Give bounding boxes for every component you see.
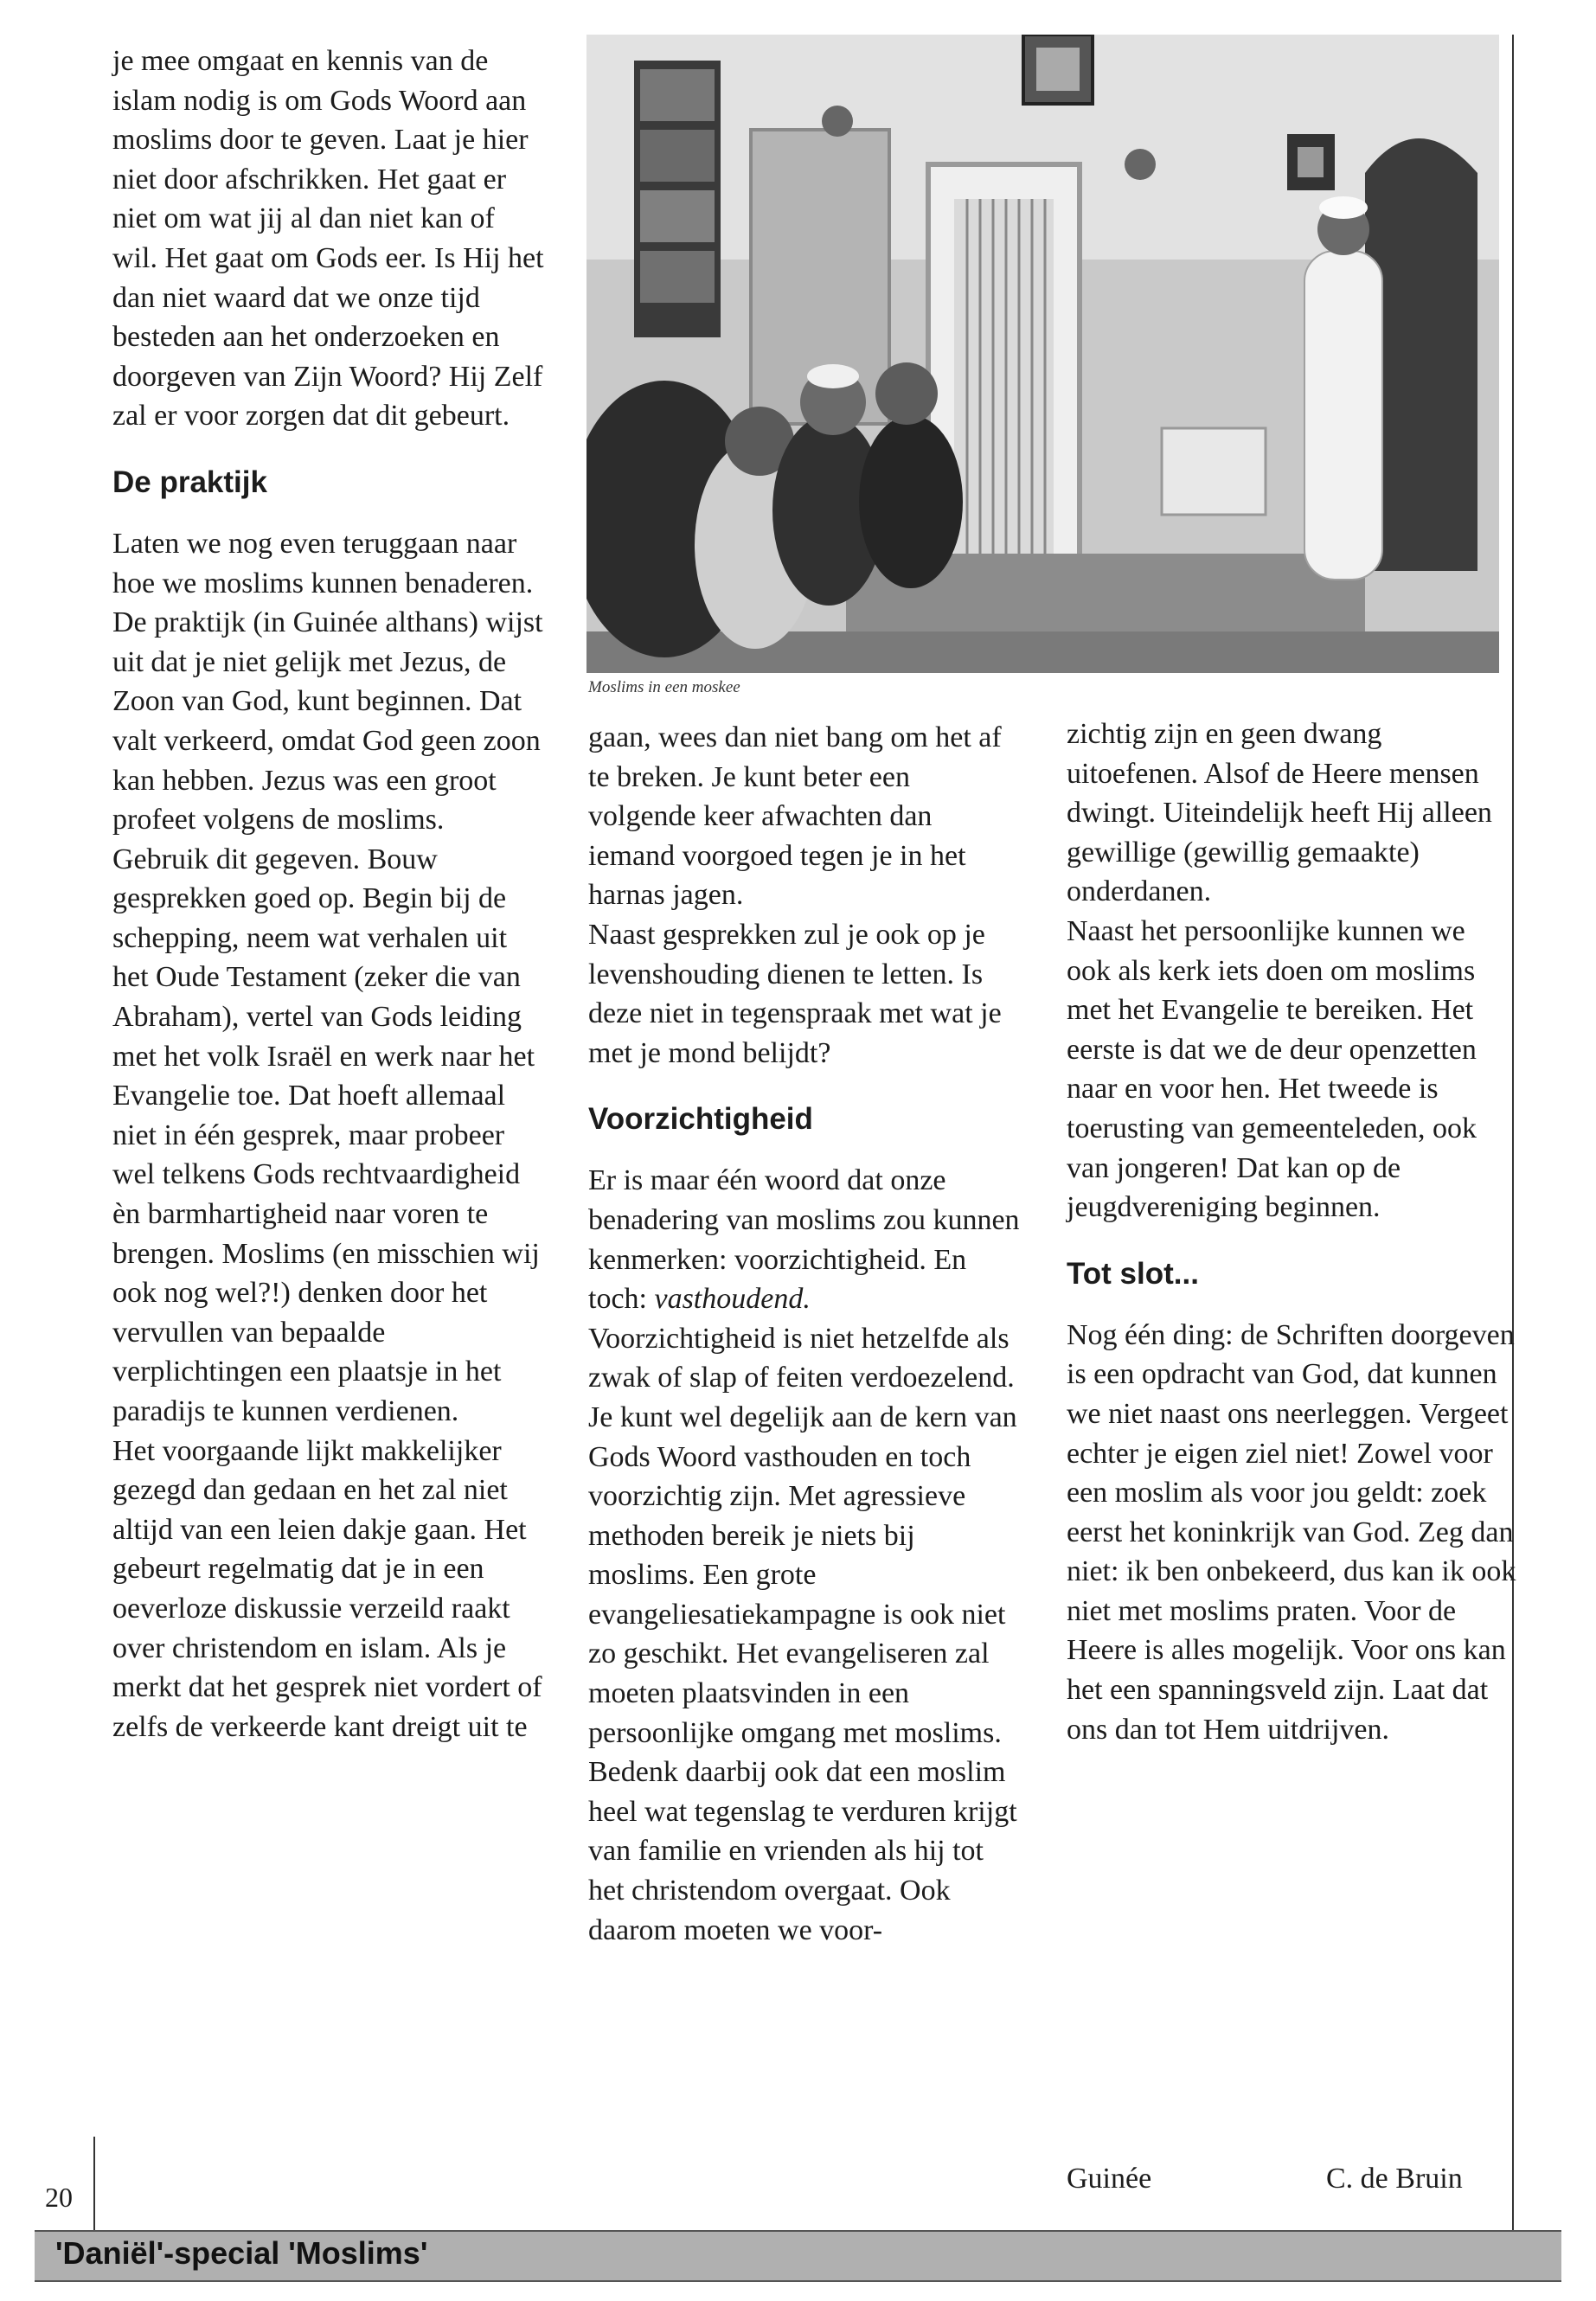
column-2-paragraph-1: gaan, wees dan niet bang om het af te breken. Je kunt beter een volgende keer afwachten dan iemand voorgoed tegen je in het harnas jagen. bbox=[588, 721, 1002, 912]
column-2-paragraph-3-italic: vasthoudend. bbox=[654, 1283, 811, 1316]
column-2-paragraph-3-text: Er is maar één woord dat onze benadering van moslims zou kunnen kenmerken: voorzichtigheid. En toch: bbox=[588, 1164, 1020, 1316]
mihrab-curtain bbox=[954, 199, 1054, 571]
speaker-right bbox=[1125, 149, 1156, 180]
column-1-paragraph-1: Laten we nog even teruggaan naar hoe we moslims kunnen benaderen. De praktijk (in Guinée althans) wijst uit dat je niet gelijk met Jezus, de Zoon van God, kunt beginnen. Dat valt verkeerd, omdat God geen zoon kan hebben. Jezus was een groot profeet volgens de moslims. Gebruik dit gegeven. Bouw gesprekken goed op. Begin bij de schepping, neem wat verhalen uit het Oude Testament (zeker die van Abraham), vertel van Gods leiding met het volk Israël en werk naar het Evangelie toe. Dat hoeft allemaal niet in één gesprek, maar probeer wel telkens Gods rechtvaardigheid èn barmhartigheid naar voren te brengen. Moslims (en misschien wij ook nog wel?!) denken door het vervullen van bepaalde verplichtingen een plaatsje in het paradijs te kunnen verdienen. bbox=[112, 527, 543, 1427]
column-1 bbox=[112, 42, 545, 1747]
mosque-photo bbox=[586, 35, 1499, 673]
column-2 bbox=[588, 718, 1021, 1950]
radiator bbox=[1162, 428, 1266, 515]
page-number: 20 bbox=[45, 2182, 73, 2213]
signature-place: Guinée bbox=[1067, 2163, 1152, 2195]
column-3-paragraph-2: Naast het persoonlijke kunnen we ook als kerk iets doen om moslims met het Evangelie te bereiken. Het eerste is dat we de deur openzetten naar en voor hen. Het tweede is toerusting van gemeenteleden, ook van jongeren! Dat kan op de jeugdvereniging beginnen. bbox=[1067, 914, 1477, 1224]
bookshelf bbox=[634, 61, 721, 337]
column-3-paragraph-3: Nog één ding: de Schriften doorgeven is een opdracht van God, dat kunnen we niet naast ons neerleggen. Vergeet echter je eigen ziel niet! Zowel voor een moslim als voor jou geldt: zoek eerst het koninkrijk van God. Zeg dan niet: ik ben onbekeerd, dus kan ik ook niet met moslims praten. Voor de Heere is alles mogelijk. Voor ons kan het een spanningsveld zijn. Laat dat ons dan tot Hem uitdrijven. bbox=[1067, 1318, 1516, 1746]
heading-voorzichtigheid: Voorzichtigheid bbox=[588, 1102, 813, 1137]
column-2-paragraph-2: Naast gesprekken zul je ook op je levenshouding dienen te letten. Is deze niet in tegenspraak met wat je met je mond belijdt? bbox=[588, 918, 1002, 1069]
column-2-paragraph-3 bbox=[588, 1161, 1021, 1318]
photo-caption: Moslims in een moskee bbox=[588, 678, 740, 696]
signature-author: C. de Bruin bbox=[1326, 2163, 1463, 2195]
heading-de-praktijk: De praktijk bbox=[112, 465, 267, 499]
column-2-paragraph-4: Voorzichtigheid is niet hetzelfde als zwak of slap of feiten verdoezelend. Je kunt wel degelijk aan de kern van Gods Woord vasthouden en toch voorzichtig zijn. Met agressieve methoden bereik je niets bij moslims. Een grote evangeliesatiekampagne is ook niet zo geschikt. Het evangeliseren zal moeten plaatsvinden in een persoonlijke omgang met moslims. Bedenk daarbij ook dat een moslim heel wat tegenslag te verduren krijgt van familie en vrienden als hij tot het christendom overgaat. Ook daarom moeten we voor- bbox=[588, 1322, 1017, 1946]
speaker-left bbox=[822, 106, 853, 137]
column-1-paragraph-2: Het voorgaande lijkt makkelijker gezegd dan gedaan en het zal niet altijd van een leien dakje gaan. Het gebeurt regelmatig dat je in een oeverloze diskussie verzeild raakt over christendom en islam. Als je merkt dat het gesprek niet vordert of zelfs de verkeerde kant dreigt uit te bbox=[112, 1434, 542, 1743]
column-1-intro-paragraph: je mee omgaat en kennis van de islam nodig is om Gods Woord aan moslims door te geven. Laat je hier niet door afschrikken. Het gaat er niet om wat jij al dan niet kan of wil. Het gaat om Gods eer. Is Hij het dan niet waard dat we onze tijd besteden aan het onderzoeken en doorgeven van Zijn Woord? Hij Zelf zal er voor zorgen dat dit gebeurt. bbox=[112, 45, 544, 433]
footer-title: 'Daniël'-special 'Moslims' bbox=[55, 2235, 428, 2271]
column-3 bbox=[1067, 715, 1516, 1749]
column-rule-left bbox=[93, 2137, 95, 2230]
column-3-paragraph-1: zichtig zijn en geen dwang uitoefenen. Alsof de Heere mensen dwingt. Uiteindelijk heeft Hij alleen gewillige (gewillig gemaakte) onderdanen. bbox=[1067, 718, 1492, 908]
heading-tot-slot: Tot slot... bbox=[1067, 1256, 1199, 1291]
